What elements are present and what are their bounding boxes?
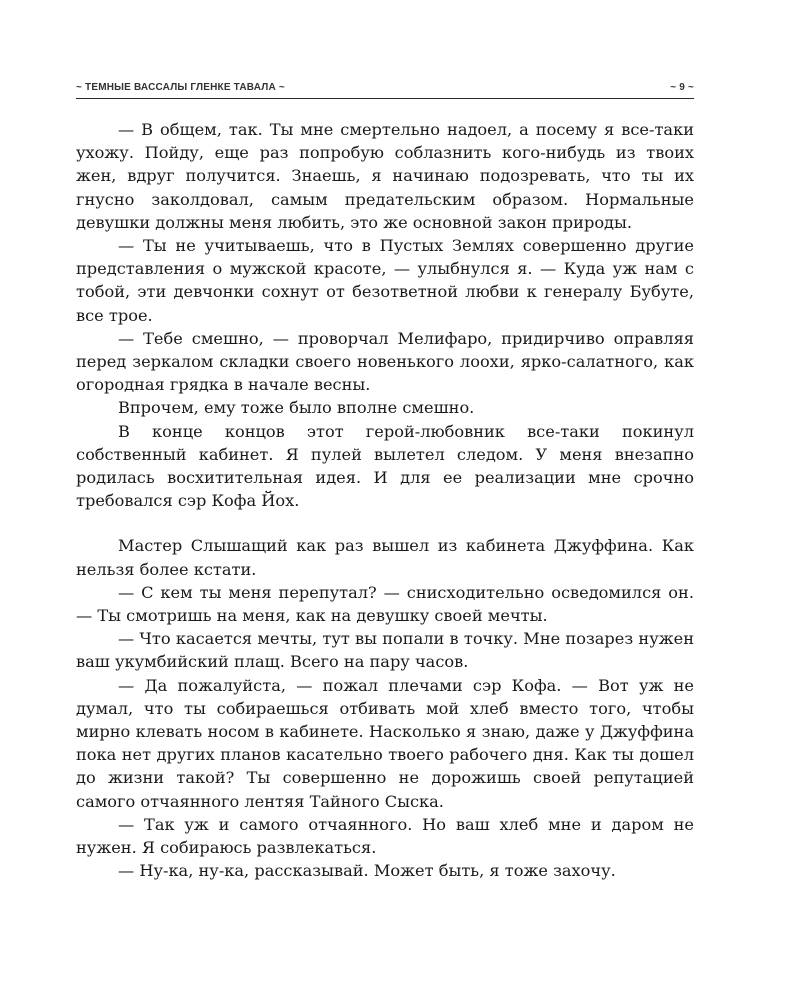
section-break	[76, 512, 694, 534]
paragraph: — Ты не учитываешь, что в Пустых Землях совершенно другие представления о мужской красоте, — улыбнулся я. — Куда уж нам с тобой, эти девчонки сохнут от безответной любви к генералу Бубуте, все трое.	[76, 236, 694, 325]
paragraph: — Ну-ка, ну-ка, рассказывай. Может быть, я тоже захочу.	[118, 861, 616, 881]
paragraph: — Тебе смешно, — проворчал Мелифаро, придирчиво оправляя перед зеркалом складки своего новенького лоохи, ярко-салатного, как огородная грядка в начале весны.	[76, 328, 694, 395]
paragraph: — С кем ты меня перепутал? — снисходительно осведомился он. — Ты смотришь на меня, как на девушку своей мечты.	[76, 582, 694, 626]
paragraph: Мастер Слышащий как раз вышел из кабинета Джуффина. Как нельзя более кстати.	[76, 536, 694, 579]
paragraph: В конце концов этот герой-любовник все-таки покинул собственный кабинет. Я пулей вылетел следом. У меня внезапно родилась восхитительная идея. И для ее реализации мне срочно требовался сэр Кофа Йох.	[76, 421, 694, 511]
body-text	[76, 118, 694, 883]
paragraph: — В общем, так. Ты мне смертельно надоел, а посему я все-таки ухожу. Пойду, еще раз попробую соблазнить кого-нибудь из твоих жен, вдруг получится. Знаешь, я начинаю подозревать, что ты их гнусно заколдовал, самым предательским образом. Нормальные девушки должны меня любить, это же основной закон природы.	[76, 120, 694, 232]
running-header	[76, 76, 694, 99]
paragraph: — Что касается мечты, тут вы попали в точку. Мне позарез нужен ваш укумбийский плащ. Всего на пару часов.	[76, 629, 694, 672]
paragraph: — Так уж и самого отчаянного. Но ваш хлеб мне и даром не нужен. Я собираюсь развлекаться.	[76, 814, 694, 858]
page-number: ~ 9 ~	[670, 82, 694, 93]
running-header-title: ~ ТЕМНЫЕ ВАССАЛЫ ГЛЕНКЕ ТАВАЛА ~	[76, 82, 285, 93]
paragraph: — Да пожалуйста, — пожал плечами сэр Кофа. — Вот уж не думал, что ты собираешься отбивать мой хлеб вместо того, чтобы мирно клевать носом в кабинете. Насколько я знаю, даже у Джуффина пока нет других планов касательно твоего рабочего дня. Как ты дошел до жизни такой? Ты совершенно не дорожишь своей репутацией самого отчаянного лентяя Тайного Сыска.	[76, 675, 694, 811]
paragraph: Впрочем, ему тоже было вполне смешно.	[118, 398, 475, 418]
